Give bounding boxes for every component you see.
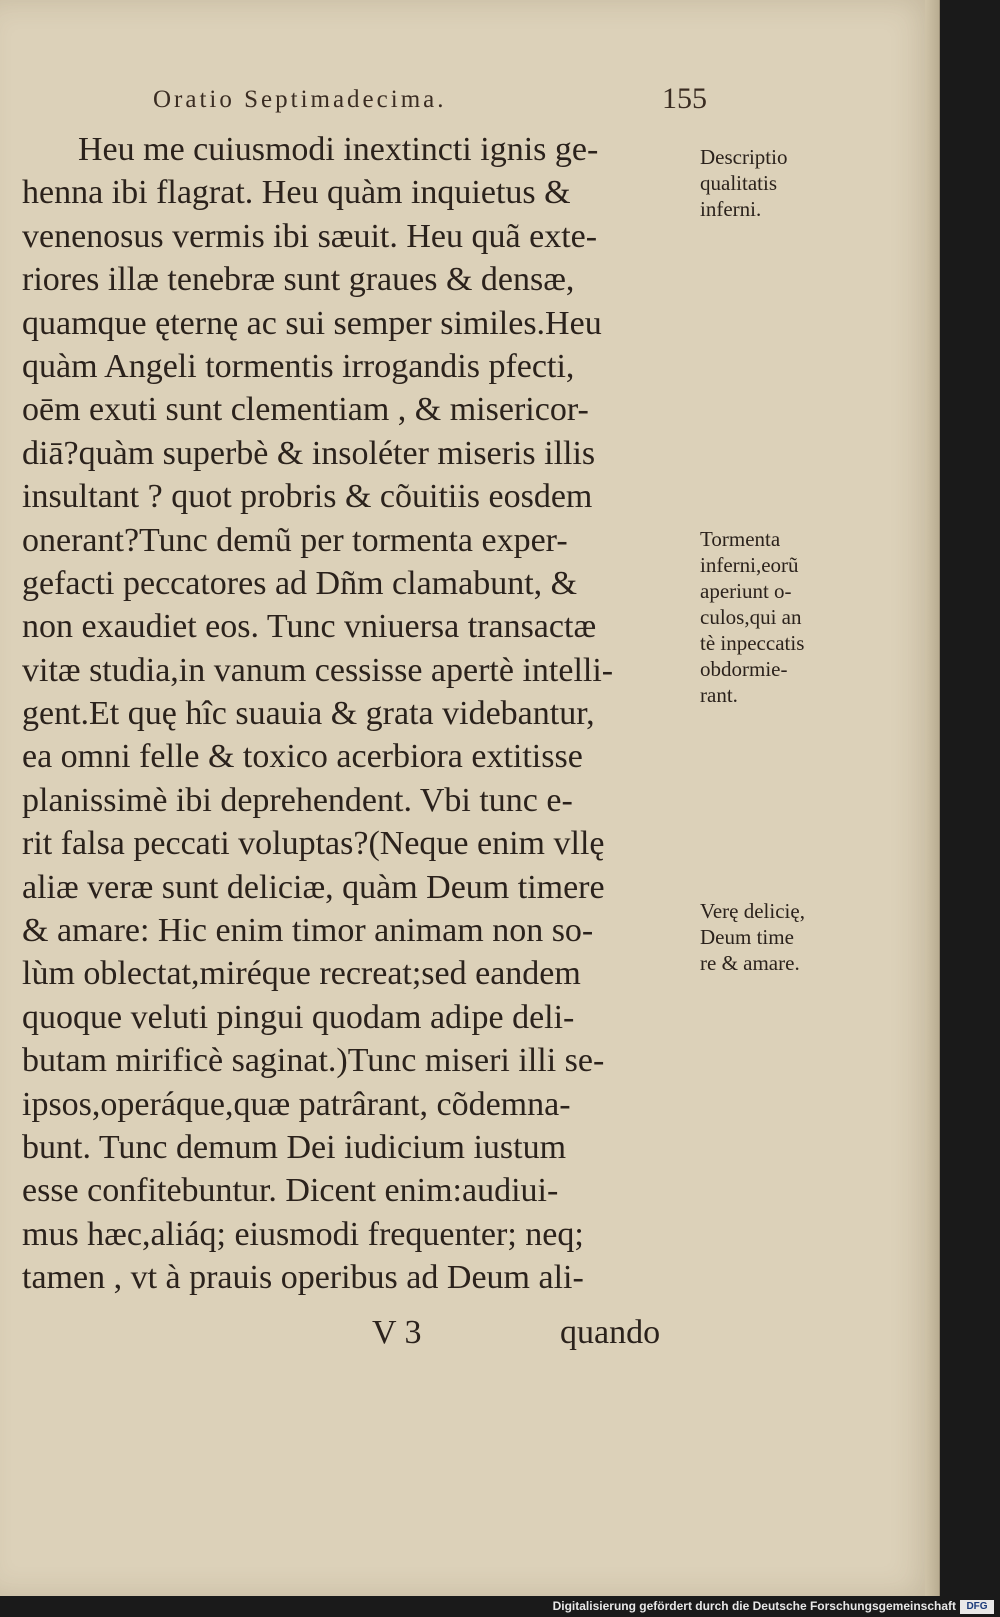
margin-note-delicie [700, 898, 840, 976]
text-line: & amare: Hic enim timor animam non so- [22, 912, 594, 950]
catchword: quando [560, 1314, 661, 1351]
page-footer-catchwords [0, 1314, 938, 1364]
margin-note-line: aperiunt o- [700, 579, 792, 603]
margin-note-line: rant. [700, 683, 738, 707]
text-line: insultant ? quot probris & cõuitiis eosdem [22, 478, 593, 516]
text-line: aliæ veræ sunt deliciæ, quàm Deum timere [22, 868, 605, 906]
footer-credit: Digitalisierung gefördert durch die Deutsche Forschungsgemeinschaft [552, 1599, 956, 1613]
margin-note-line: Verę delicię, [700, 899, 805, 923]
text-line: oēm exuti sunt clementiam , & misericor- [22, 391, 589, 429]
text-line: esse confitebuntur. Dicent enim:audiui- [22, 1172, 559, 1210]
margin-note-tormenta [700, 526, 840, 708]
body-text [22, 128, 712, 1300]
text-line: planissimè ibi deprehendent. Vbi tunc e- [22, 781, 573, 819]
margin-note-line: inferni. [700, 197, 762, 221]
text-line: quàm Angeli tormentis irrogandis pfecti, [22, 347, 575, 385]
text-line: diā?quàm superbè & insoléter miseris illis [22, 434, 596, 472]
margin-note-line: Deum time [700, 925, 794, 949]
text-line: bunt. Tunc demum Dei iudicium iustum [22, 1128, 567, 1166]
text-line: mus hæc,aliáq; eiusmodi frequenter; neq; [22, 1215, 584, 1253]
text-line: gefacti peccatores ad Dñm clamabunt, & [22, 564, 578, 602]
text-line: Heu me cuiusmodi inextincti ignis ge- [78, 131, 599, 168]
text-line: gent.Et quę hîc suauia & grata videbantur, [22, 695, 595, 733]
margin-note-descriptio [700, 144, 840, 222]
text-line: quamque ęternę ac sui semper similes.Heu [22, 304, 602, 342]
page-number: 155 [662, 82, 707, 115]
text-line: ea omni felle & toxico acerbiora extitisse [22, 738, 583, 776]
text-line: rit falsa peccati voluptas?(Neque enim vllę [22, 825, 605, 863]
signature-mark: V 3 [372, 1314, 422, 1351]
text-line: ipsos,operáque,quæ patrârant, cõdemna- [22, 1085, 571, 1123]
page-header [0, 82, 938, 122]
margin-note-line: obdormie- [700, 657, 788, 681]
margin-note-line: Tormenta [700, 527, 781, 551]
digitization-footer [0, 1598, 1000, 1617]
margin-note-line: culos,qui an [700, 605, 802, 629]
margin-note-line: re & amare. [700, 951, 800, 975]
running-head: Oratio Septimadecima. [153, 86, 447, 113]
text-line: quoque veluti pingui quodam adipe deli- [22, 998, 575, 1036]
text-line: non exaudiet eos. Tunc vniuersa transactæ [22, 608, 597, 646]
margin-note-line: tè inpeccatis [700, 631, 805, 655]
dfg-logo-icon: DFG [960, 1600, 994, 1614]
margin-note-line: Descriptio [700, 145, 788, 169]
text-line: riores illæ tenebræ sunt graues & densæ, [22, 261, 575, 299]
text-line: butam mirificè saginat.)Tunc miseri illi se- [22, 1042, 605, 1080]
text-line: henna ibi flagrat. Heu quàm inquietus & [22, 174, 571, 212]
text-line: tamen , vt à prauis operibus ad Deum ali- [22, 1259, 584, 1297]
text-line: lùm oblectat,miréque recreat;sed eandem [22, 955, 581, 993]
margin-note-line: qualitatis [700, 171, 777, 195]
text-line: onerant?Tunc demũ per tormenta exper- [22, 521, 568, 559]
text-line: vitæ studia,in vanum cessisse apertè intelli- [22, 651, 614, 689]
text-line: venenosus vermis ibi sæuit. Heu quã exte- [22, 217, 598, 255]
margin-note-line: inferni,eorũ [700, 553, 799, 577]
